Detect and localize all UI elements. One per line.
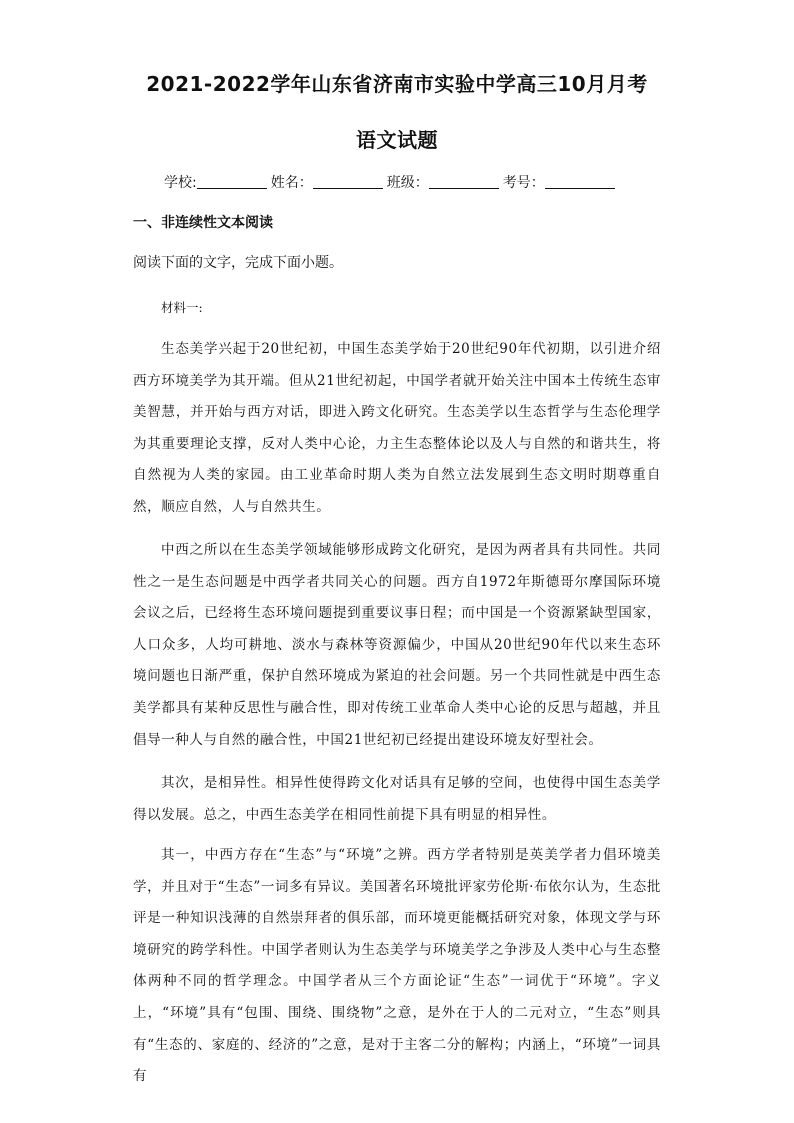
section-heading: 一、非连续性文本阅读 <box>133 215 273 231</box>
number-label: 考号： <box>502 175 545 191</box>
material-label: 材料一: <box>161 300 203 315</box>
paragraph-4: 其一，中西方存在“生态”与“环境”之辨。西方学者特别是英美学者力倡环境美学，并且对于“生态”一词多有异议。美国著名环境批评家劳伦斯·布依尔认为，生态批评是一种知识浅薄的自然崇拜者的俱乐部，而环境更能概括研究对象，体现文学与环境研究的跨学科性。中国学者则认为生态美学与环境美学之争涉及人类中心与生态整体两种不同的哲学理念。中国学者从三个方面论证“生态”一词优于“环境”。字义上，“环境”具有“包围、围绕、围绕物”之意，是外在于人的二元对立，“生态”则具有“生态的、家庭的、经济的”之意，是对于主客二分的解构；内涵上，“环境”一词具有 <box>133 847 661 1085</box>
school-label: 学校: <box>164 175 197 191</box>
name-label: 姓名： <box>270 175 313 191</box>
paragraph-1: 生态美学兴起于20世纪初，中国生态美学始于20世纪90年代初期，以引进介绍西方环境美学为其开端。但从21世纪初起，中国学者就开始关注中国本土传统生态审美智慧，并开始与西方对话，即进入跨文化研究。生态美学以生态哲学与生态伦理学为其重要理论支撑，反对人类中心论，力主生态整体论以及人与自然的和谐共生，将自然视为人类的家园。由工业革命时期人类为自然立法发展到生态文明时期尊重自然，顺应自然，人与自然共生。 <box>133 341 661 515</box>
instruction-text: 阅读下面的文字，完成下面小题。 <box>133 255 343 271</box>
paragraph-3: 其次，是相异性。相异性使得跨文化对话具有足够的空间，也使得中国生态美学得以发展。总之，中西生态美学在相同性前提下具有明显的相异性。 <box>133 775 661 823</box>
exam-subtitle: 语文试题 <box>356 128 438 152</box>
class-label: 班级： <box>386 175 429 191</box>
class-blank[interactable] <box>429 174 499 189</box>
exam-title: 2021-2022学年山东省济南市实验中学高三10月月考 <box>146 72 648 96</box>
name-blank[interactable] <box>313 174 383 189</box>
number-blank[interactable] <box>545 174 615 189</box>
student-info-row <box>164 172 644 192</box>
paragraph-2: 中西之所以在生态美学领域能够形成跨文化研究，是因为两者具有共同性。共同性之一是生态问题是中西学者共同关心的问题。西方自1972年斯德哥尔摩国际环境会议之后，已经将生态环境问题提到重要议事日程；而中国是一个资源紧缺型国家，人口众多，人均可耕地、淡水与森林等资源偏少，中国从20世纪90年代以来生态环境问题也日渐严重，保护自然环境成为紧迫的社会问题。另一个共同性就是中西生态美学都具有某种反思性与融合性，即对传统工业革命人类中心论的反思与超越，并且倡导一种人与自然的融合性，中国21世纪初已经提出建设环境友好型社会。 <box>133 542 661 748</box>
school-blank[interactable] <box>197 174 267 189</box>
